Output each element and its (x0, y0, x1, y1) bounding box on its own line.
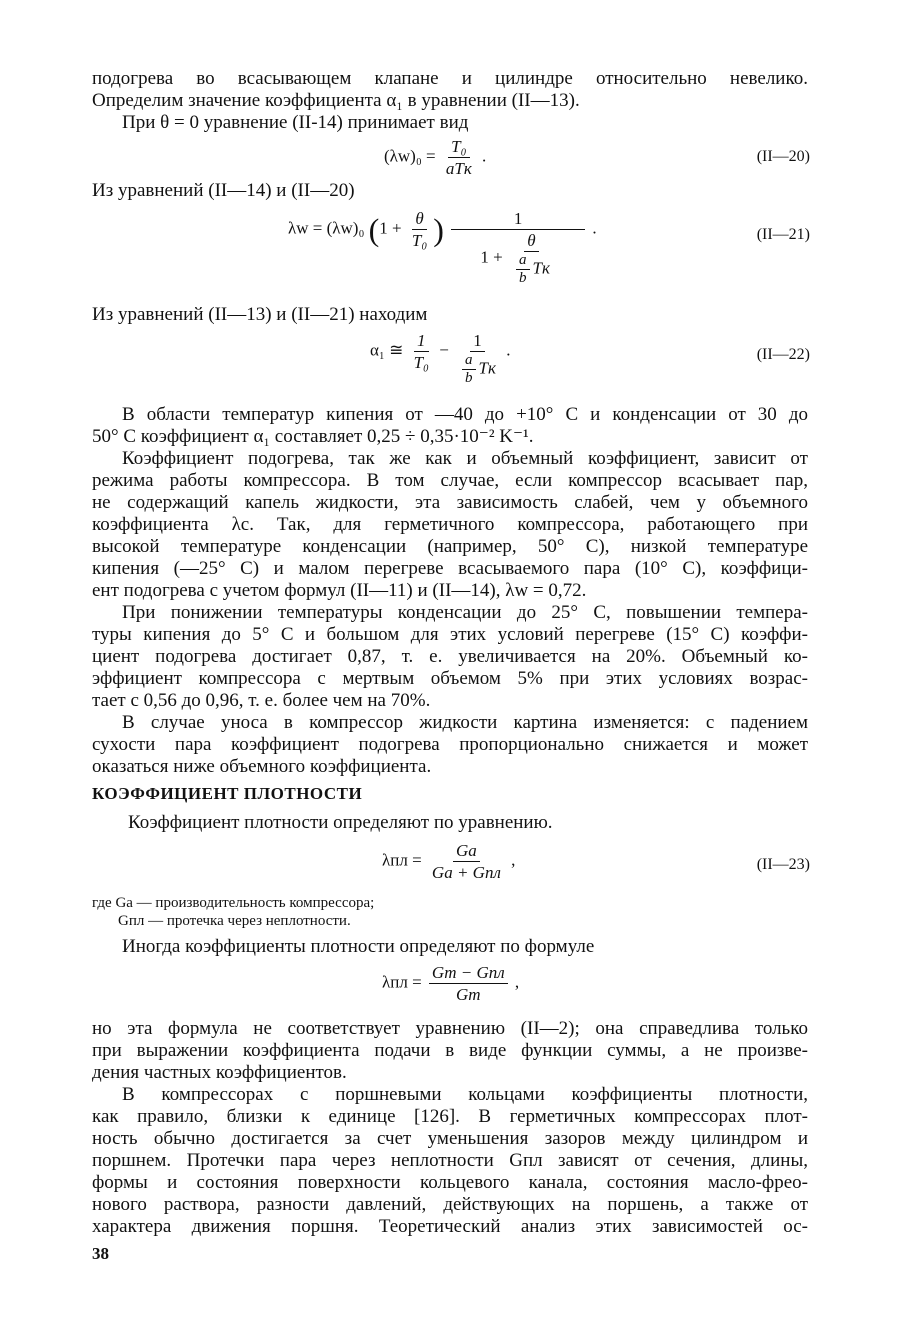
eq-fraction (443, 136, 475, 179)
equation-number: (II—22) (756, 346, 810, 363)
page-number: 38 (92, 1244, 109, 1263)
text-line: Определим значение коэффициента α₁ в уравнении (II—13). (92, 90, 580, 111)
variable-note: Gпл — протечка через неплотности. (118, 913, 351, 929)
equation-number: (II—20) (756, 148, 810, 165)
fraction-denominator: Gт (456, 985, 481, 1004)
eq-fraction (510, 230, 553, 287)
text-line: высокой температуре конденсации (например, 50° С), низкой температуре (92, 536, 808, 557)
fraction-denominator (510, 252, 553, 287)
equation-ii-20 (384, 136, 486, 179)
fraction-denominator (456, 352, 499, 387)
text-line: Коэффициент плотности определяют по уравнению. (128, 812, 553, 833)
text-line: В области температур кипения от —40 до +10° С и конденсации от 30 до (122, 404, 808, 425)
equation-ii-23 (382, 840, 515, 883)
text-line: При понижении температуры конденсации до 25° С, повышении темпера- (122, 602, 808, 623)
text-line: При θ = 0 уравнение (II-14) принимает вид (122, 112, 469, 133)
text-line: ент подогрева с учетом формул (II—11) и (II—14), λw = 0,72. (92, 580, 587, 601)
eq-fraction (429, 840, 504, 883)
fraction-denominator (477, 230, 559, 287)
text-line: Из уравнений (II—13) и (II—21) находим (92, 304, 428, 325)
eq-lhs: (λw)₀ = (384, 146, 436, 166)
text-line: формы и состояния поверхности кольцевого канала, состояния масло-фрео- (92, 1172, 808, 1193)
eq-fraction (429, 962, 508, 1005)
text-line: ность обычно достигается за счет уменьшения зазоров между цилиндром и (92, 1128, 808, 1149)
fraction-numerator: θ (412, 208, 426, 230)
text-line: характера движения поршня. Теоретический анализ этих зависимостей ос- (92, 1216, 808, 1237)
text-line: поршнем. Протечки пара через неплотности Gпл зависят от сечения, длины, (92, 1150, 808, 1171)
equation-number: (II—21) (756, 226, 810, 243)
text-line: подогрева во всасывающем клапане и цилиндре относительно невелико. (92, 68, 808, 89)
eq-fraction (516, 252, 530, 287)
text-line: В компрессорах с поршневыми кольцами коэффициенты плотности, (122, 1084, 808, 1105)
text-line: циент подогрева достигает 0,87, т. е. увеличивается на 20%. Объемный ко- (92, 646, 808, 667)
equation-number: (II—23) (756, 856, 810, 873)
section-heading: КОЭФФИЦИЕНТ ПЛОТНОСТИ (92, 784, 363, 803)
fraction-denominator: T₀ (413, 353, 429, 372)
eq-tail: . (592, 218, 597, 238)
eq-term: Tк (478, 358, 496, 378)
fraction-numerator: 1 (414, 330, 429, 352)
fraction-denominator: aTк (445, 159, 472, 178)
variable-note: где Gа — производительность компрессора; (92, 895, 375, 911)
text-line: сухости пара коэффициент подогрева пропорционально снижается и может (92, 734, 808, 755)
equation-ii-21 (288, 208, 597, 287)
text-line: туры кипения до 5° С и большом для этих условий перегреве (15° С) коэффи- (92, 624, 808, 645)
eq-tail: , (511, 850, 516, 870)
fraction-numerator: a (462, 352, 476, 370)
eq-fraction (409, 208, 430, 251)
text-line: В случае уноса в компрессор жидкости картина изменяется: с падением (122, 712, 808, 733)
fraction-numerator: T₀ (448, 136, 469, 158)
eq-term: Tк (532, 258, 550, 278)
eq-minus: − (439, 340, 449, 360)
denominator-prefix: 1 + (480, 247, 503, 267)
fraction-denominator: b (465, 370, 473, 386)
fraction-numerator: Gа (453, 840, 480, 862)
text-line: эффициент компрессора с мертвым объемом 5% при этих условиях возрас- (92, 668, 808, 689)
eq-fraction (462, 352, 476, 387)
text-line: Из уравнений (II—14) и (II—20) (92, 180, 355, 201)
text-line: 50° С коэффициент α₁ составляет 0,25 ÷ 0,35·10⁻² K⁻¹. (92, 426, 534, 447)
text-line: коэффициента λc. Так, для герметичного компрессора, работающего при (92, 514, 808, 535)
fraction-denominator: T₀ (411, 231, 428, 250)
text-line: Иногда коэффициенты плотности определяют по формуле (122, 936, 595, 957)
text-line: как правило, близки к единице [126]. В герметичных компрессорах плот- (92, 1106, 808, 1127)
text-line: но эта формула не соответствует уравнению (II—2); она справедлива только (92, 1018, 808, 1039)
text-line: нового раствора, разности давлений, действующих на поршень, а также от (92, 1194, 808, 1215)
text-line: при выражении коэффициента подачи в виде функции суммы, а не произве- (92, 1040, 808, 1061)
equation-density-alt (382, 962, 519, 1005)
eq-tail: , (514, 972, 520, 992)
fraction-denominator: Gа + Gпл (431, 863, 501, 882)
fraction-numerator: Gт − Gпл (429, 962, 508, 984)
text-line: кипения (—25° С) и малом перегреве всасываемого пара (10° С), коэффици- (92, 558, 808, 579)
text-line: не содержащий капель жидкости, эта зависимость слабей, чем у объемного (92, 492, 808, 513)
fraction-numerator: a (516, 252, 530, 270)
eq-tail: . (482, 146, 487, 166)
paren-close: ) (433, 211, 444, 248)
text-line: тает с 0,56 до 0,96, т. е. более чем на 70%. (92, 690, 431, 711)
eq-tail: . (506, 340, 511, 360)
eq-term: 1 + (379, 218, 402, 238)
text-line: режима работы компрессора. В том случае, если компрессор всасывает пар, (92, 470, 808, 491)
fraction-numerator: θ (524, 230, 538, 252)
text-line: дения частных коэффициентов. (92, 1062, 347, 1083)
eq-lhs: λпл = (382, 850, 422, 870)
eq-fraction (456, 330, 499, 387)
eq-fraction (411, 330, 432, 373)
fraction-numerator: 1 (470, 330, 485, 352)
eq-lhs: λпл = (382, 972, 422, 992)
text-line: оказаться ниже объемного коэффициента. (92, 756, 432, 777)
equation-ii-22 (370, 330, 510, 387)
paren-open: ( (368, 211, 380, 248)
eq-lhs: λw = (λw)₀ (288, 218, 365, 238)
text-line: Коэффициент подогрева, так же как и объемный коэффициент, зависит от (122, 448, 808, 469)
fraction-numerator: 1 (451, 208, 585, 230)
fraction-denominator: b (519, 270, 527, 286)
eq-lhs: α₁ ≅ (370, 340, 404, 360)
eq-fraction (451, 208, 585, 287)
